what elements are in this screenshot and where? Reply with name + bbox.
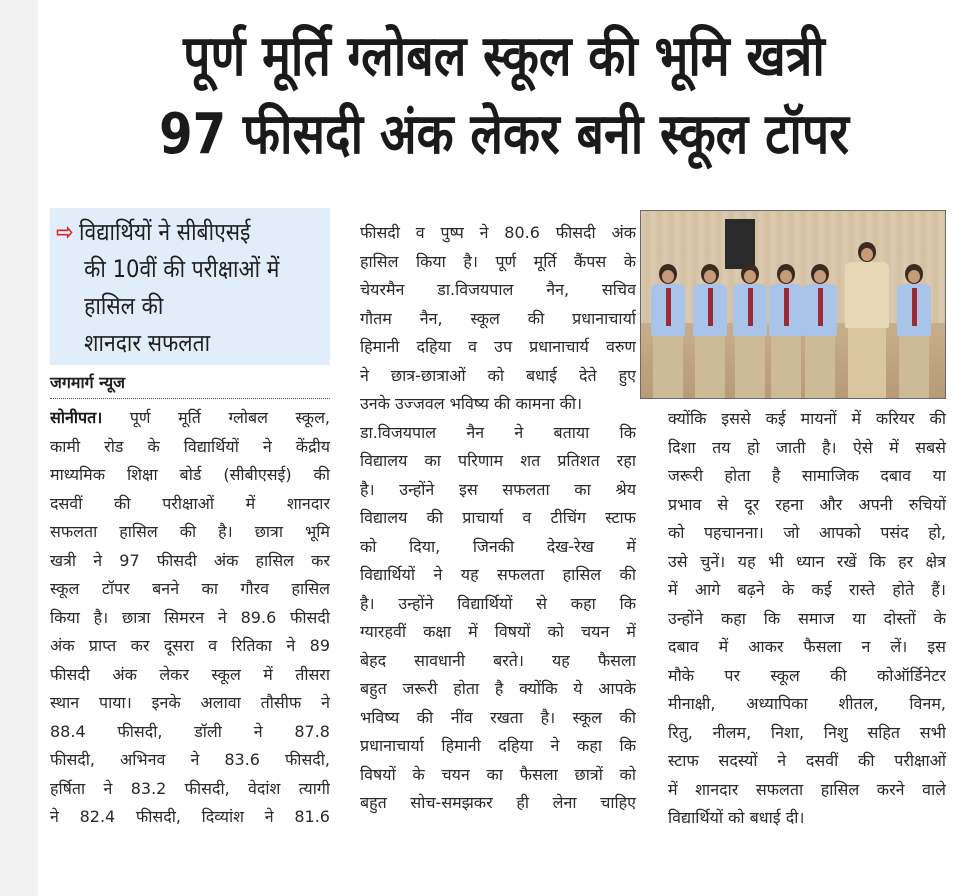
text-line: स्कूल टॉपर बनने का गौरव हासिल <box>50 579 330 598</box>
text-line: प्रधानाचार्या हिमानी दहिया ने कहा कि <box>360 736 636 755</box>
article-column-2 <box>360 219 636 818</box>
text-line: विद्यार्थियों ने यह सफलता हासिल की <box>360 565 636 584</box>
highlight-line-4: शानदार सफलता <box>84 329 211 357</box>
text-line: मौके पर स्कूल की कोऑर्डिनेटर <box>668 665 946 685</box>
text-line: रितु, नीलम, निशा, निशु सहित सभी <box>668 722 946 742</box>
text-line: 88.4 फीसदी, डॉली ने 87.8 <box>50 721 330 741</box>
arrow-right-icon: ⇨ <box>56 218 74 246</box>
dateline: सोनीपत। <box>50 408 103 427</box>
text-line: दसवीं की परीक्षाओं में शानदार <box>50 493 330 513</box>
text-line: हर्षिता ने 83.2 फीसदी, वेदांश त्यागी <box>50 778 330 798</box>
text-line: दबाव में आकर फैसला न लें। इस <box>668 637 946 656</box>
photo-speaker <box>725 219 755 269</box>
text-line: बेहद सावधानी बरते। यह फैसला <box>360 650 636 670</box>
highlight-box <box>50 208 330 365</box>
left-margin-strip <box>0 0 38 896</box>
text-line: डा.विजयपाल नैन ने बताया कि <box>360 422 636 442</box>
text-line: विद्यालय का परिणाम शत प्रतिशत रहा <box>360 451 636 470</box>
text-line: फीसदी, अभिनव ने 83.6 फीसदी, <box>50 750 330 769</box>
text-line: हासिल किया है। पूर्ण मूर्ति कैंपस के <box>360 251 636 271</box>
highlight-line-2: की 10वीं की परीक्षाओं में <box>84 255 280 283</box>
text-line: विद्यार्थियों को बधाई दी। <box>668 808 805 827</box>
text-line: किया है। छात्रा सिमरन ने 89.6 फीसदी <box>50 607 330 627</box>
text-line: फीसदी व पुष्प ने 80.6 फीसदी अंक <box>360 223 636 242</box>
text-line: है। उन्होंने विद्यार्थियों से कहा कि <box>360 593 636 613</box>
headline-line-1: पूर्ण मूर्ति ग्लोबल स्कूल की भूमि खत्री <box>183 24 825 89</box>
text-line: दिशा तय हो जाती है। ऐसे में सबसे <box>668 437 946 457</box>
text-line: विषयों के चयन का फैसला छात्रों को <box>360 764 636 784</box>
text-line: में शानदार सफलता हासिल करने वाले <box>668 779 946 799</box>
headline-line-2: 97 फीसदी अंक लेकर बनी स्कूल टॉपर <box>159 102 849 167</box>
highlight-line-1: विद्यार्थियों ने सीबीएसई <box>78 218 251 246</box>
text-line: को पहचानना। जो आपको पसंद हो, <box>668 523 946 542</box>
text-line: अंक प्राप्त कर दूसरा व रितिका ने 89 <box>50 636 330 655</box>
text-line: भविष्य की नींव रखता है। स्कूल की <box>360 707 636 727</box>
text-line: हिमानी दहिया व उप प्रधानाचार्य वरुण <box>360 337 636 356</box>
text-line: ने छात्र-छात्राओं को बधाई देते हुए <box>360 365 636 385</box>
text-line: विद्यालय की प्राचार्या व टीचिंग स्टाफ <box>360 508 636 527</box>
text-line: ग्यारहवीं कक्षा में विषयों को चयन में <box>360 622 636 641</box>
photo-chairman <box>845 242 889 398</box>
highlight-line-3: हासिल की <box>84 292 164 320</box>
text-line: जरूरी होता है सामाजिक दबाव या <box>668 466 946 485</box>
text-line: क्योंकि इससे कई मायनों में करियर की <box>668 409 946 428</box>
text-line: में आगे बढ़ने के कई रास्ते होते हैं। <box>668 580 946 599</box>
text-line: उसे चुनें। यह भी ध्यान रखें कि हर क्षेत्र <box>668 551 946 571</box>
text-line: कामी रोड के विद्यार्थियों ने केंद्रीय <box>50 436 330 456</box>
text-line: मीनाक्षी, अध्यापिका शीतल, विनम, <box>668 694 946 713</box>
article-column-3 <box>668 405 946 833</box>
text-line: चेयरमैन डा.विजयपाल नैन, सचिव <box>360 280 636 299</box>
text-line: सफलता हासिल की है। छात्रा भूमि <box>50 522 330 541</box>
text-line: गौतम नैन, स्कूल की प्रधानाचार्या <box>360 308 636 328</box>
photo-student <box>803 264 837 398</box>
news-photo <box>640 210 946 399</box>
text-line: माध्यमिक शिक्षा बोर्ड (सीबीएसई) की <box>50 465 330 484</box>
text-line: सोनीपत। पूर्ण मूर्ति ग्लोबल स्कूल, <box>50 408 330 427</box>
photo-student <box>769 264 803 398</box>
article-column-1 <box>50 404 330 832</box>
text-line: प्रभाव से दूर रहना और अपनी रुचियों <box>668 494 946 514</box>
text-line: को दिया, जिनकी देख-रेख में <box>360 536 636 556</box>
text-line: उन्होंने कहा कि समाज या दोस्तों के <box>668 608 946 628</box>
photo-student <box>897 264 931 398</box>
text-line: बहुत जरूरी होता है क्योंकि ये आपके <box>360 679 636 698</box>
byline: जगमार्ग न्यूज <box>50 370 330 399</box>
headline <box>105 18 903 174</box>
photo-student <box>693 264 727 398</box>
text-line: फीसदी अंक लेकर स्कूल में तीसरा <box>50 664 330 684</box>
text-line: उनके उज्जवल भविष्य की कामना की। <box>360 394 583 413</box>
text-line: बहुत सोच-समझकर ही लेना चाहिए <box>360 793 636 812</box>
photo-student <box>733 264 767 398</box>
photo-student <box>651 264 685 398</box>
text-line: स्थान पाया। इनके अलावा तौसीफ ने <box>50 693 330 712</box>
text-line: ने 82.4 फीसदी, दिव्यांश ने 81.6 <box>50 807 330 826</box>
text-line: खत्री ने 97 फीसदी अंक हासिल कर <box>50 550 330 570</box>
text-line: है। उन्होंने इस सफलता का श्रेय <box>360 479 636 499</box>
text-line: स्टाफ सदस्यों ने दसवीं की परीक्षाओं <box>668 751 946 770</box>
